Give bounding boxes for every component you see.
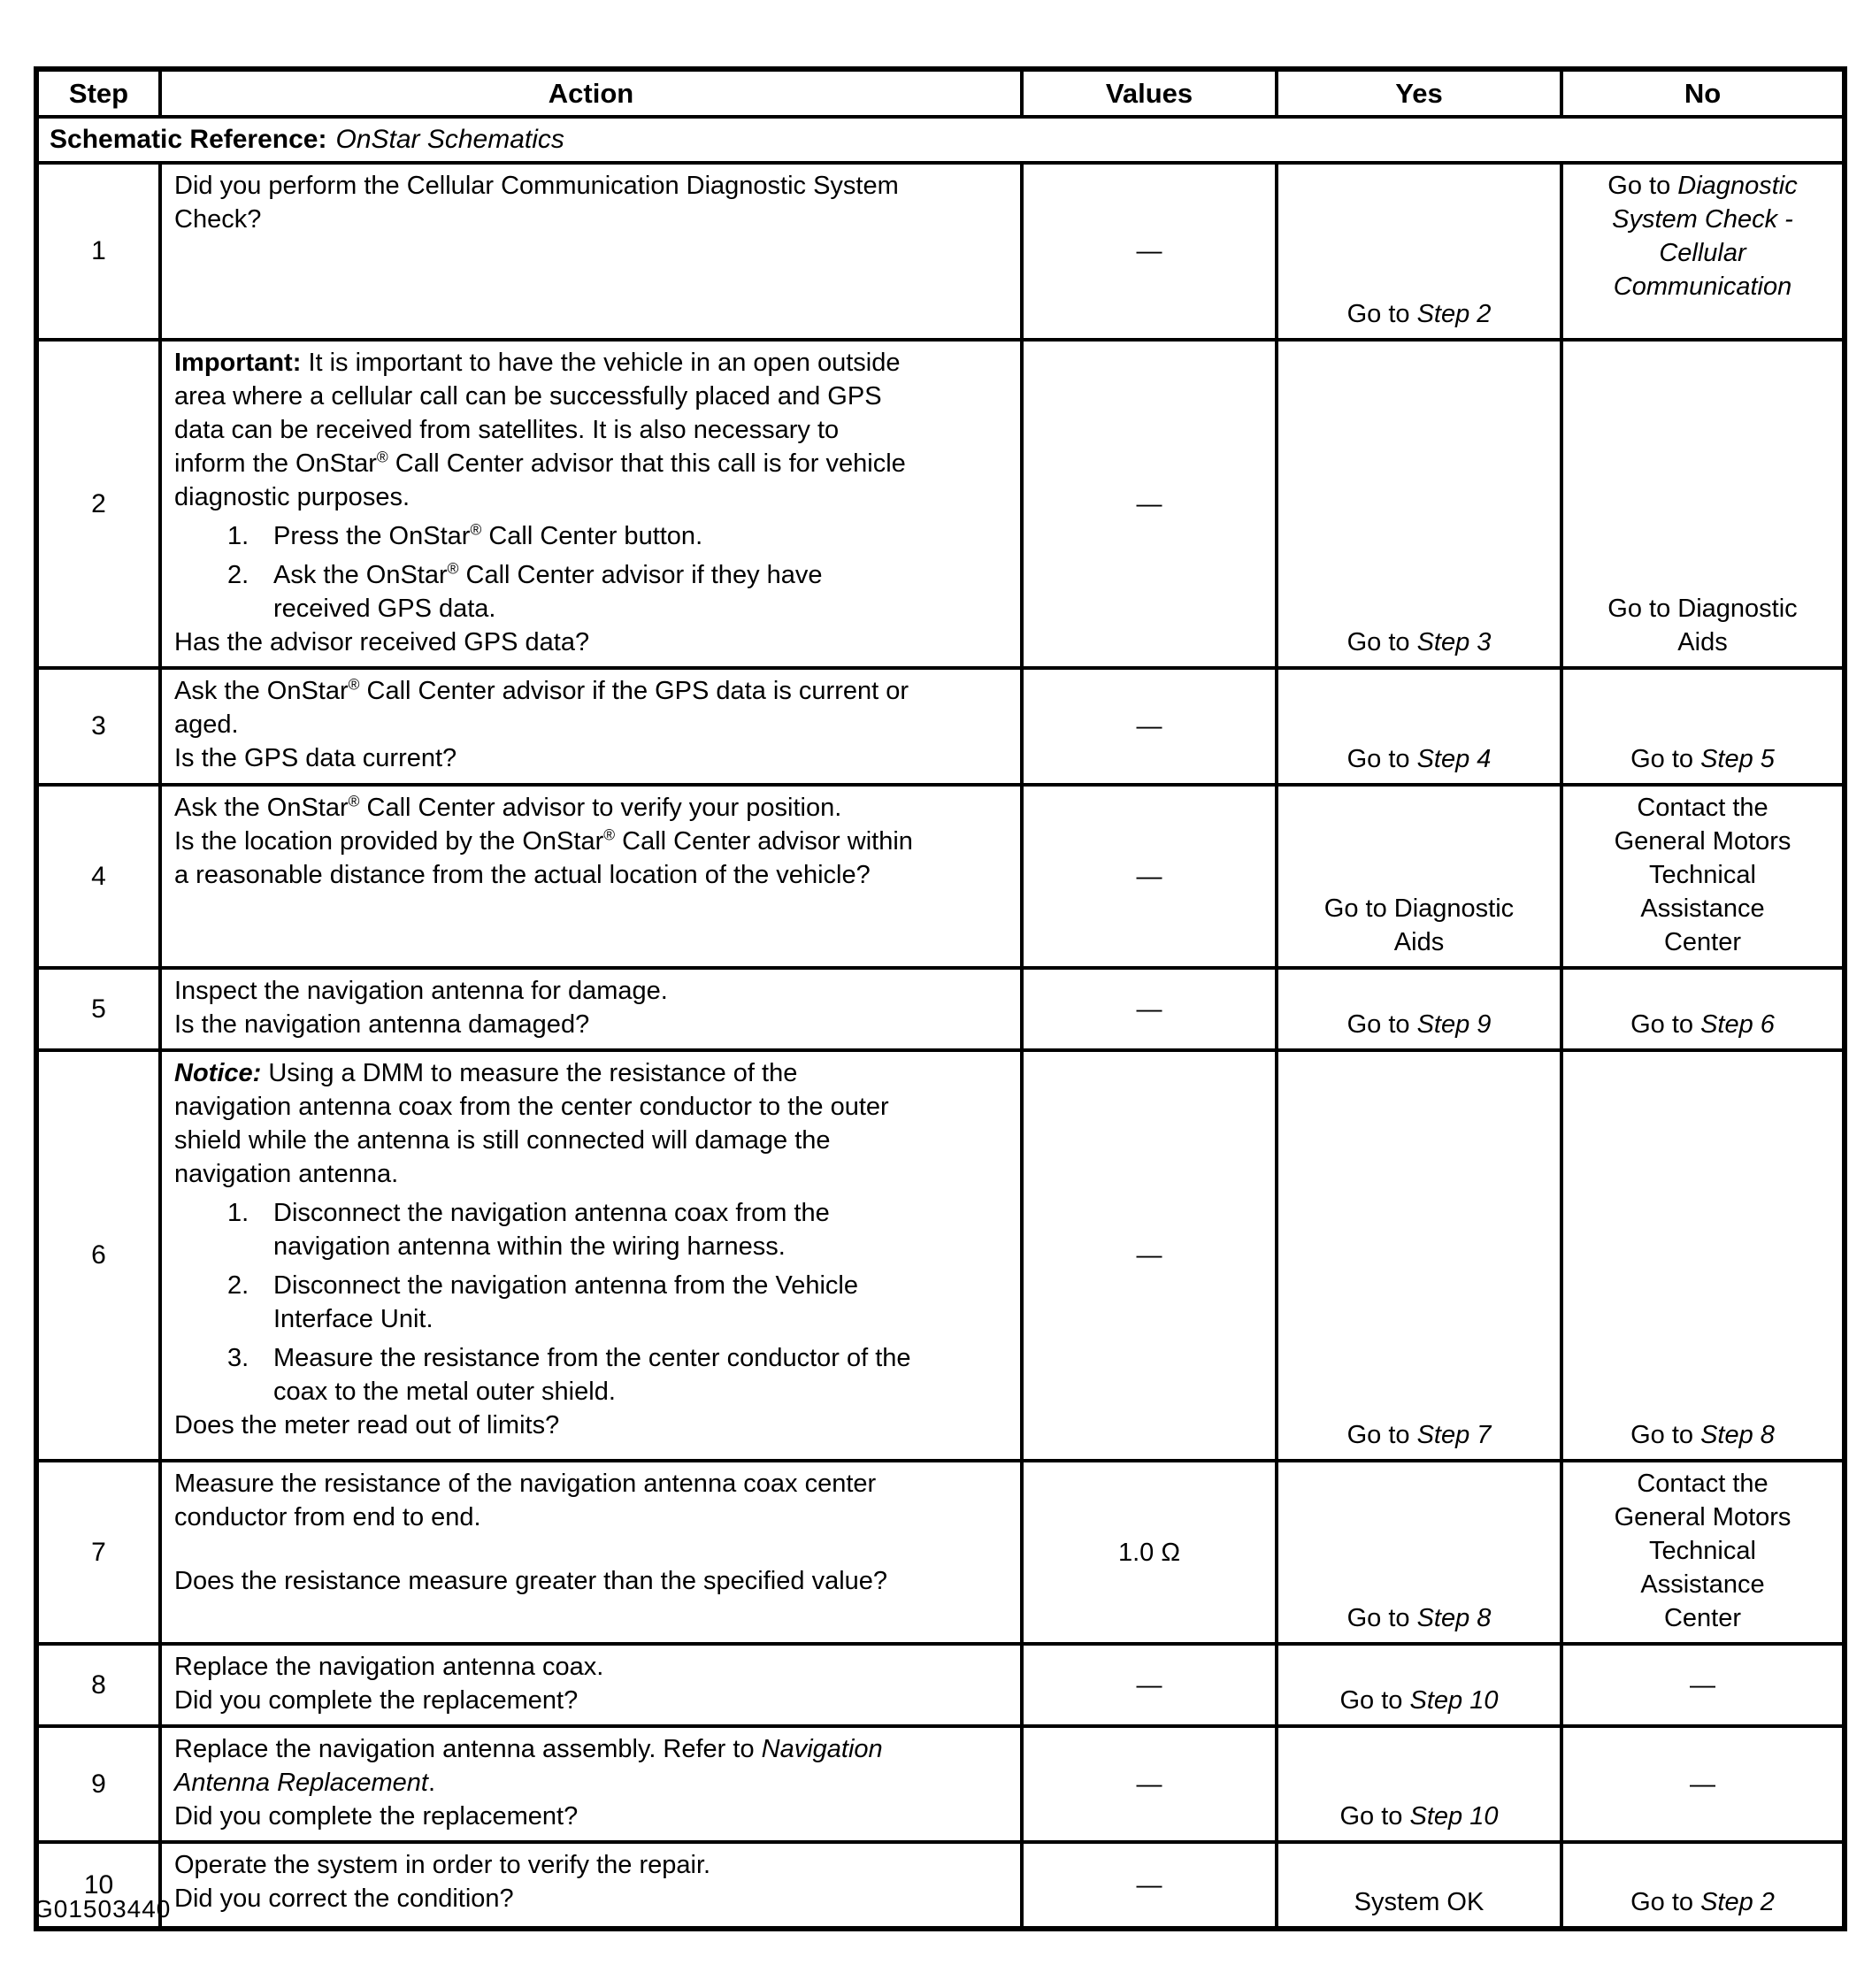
step-cell: 1: [36, 163, 160, 340]
yes-cell: Go to Step 10: [1277, 1644, 1561, 1726]
values-cell: —: [1022, 1842, 1277, 1929]
step-cell: 9: [36, 1726, 160, 1842]
column-header-values: Values: [1022, 69, 1277, 117]
step-cell: 5: [36, 968, 160, 1050]
action-cell: [160, 340, 1022, 668]
column-header-step: Step: [36, 69, 160, 117]
values-cell: —: [1022, 968, 1277, 1050]
action-cell: [160, 1726, 1022, 1842]
values-cell: —: [1022, 668, 1277, 785]
action-cell: [160, 668, 1022, 785]
action-paragraph: Important: It is important to have the vehicle in an open outside area where a cellular call can be successfully placed and GPS data can be received from satellites. It is also necessary to inform the OnStar® Call Center advisor that this call is for vehicle diagnostic purposes.: [174, 349, 906, 511]
values-cell: —: [1022, 340, 1277, 668]
action-cell: [160, 1050, 1022, 1461]
action-paragraph: Inspect the navigation antenna for damage.: [174, 977, 668, 1005]
schematic-reference-cell: [36, 117, 1845, 163]
action-paragraph: Does the resistance measure greater than the specified value?: [174, 1567, 888, 1595]
diagnostic-table: [34, 66, 1847, 1931]
action-cell: [160, 163, 1022, 340]
table-row: [36, 1461, 1845, 1644]
yes-cell: System OK: [1277, 1842, 1561, 1929]
action-paragraph: Replace the navigation antenna assembly. Refer to Navigation Antenna Replacement.: [174, 1735, 883, 1797]
step-cell: 10: [36, 1842, 160, 1929]
values-cell: 1.0 Ω: [1022, 1461, 1277, 1644]
list-number: 2.: [227, 1271, 249, 1300]
no-cell: Go to Diagnostic System Check - Cellular Communication: [1561, 163, 1845, 340]
action-list-item: 1. Disconnect the navigation antenna coax from the navigation antenna within the wiring harness.: [174, 1196, 916, 1263]
action-paragraph: Replace the navigation antenna coax.: [174, 1653, 604, 1681]
schematic-reference-value: OnStar Schematics: [335, 125, 564, 154]
action-paragraph: Measure the resistance of the navigation antenna coax center conductor from end to end.: [174, 1470, 877, 1531]
table-row: [36, 340, 1845, 668]
figure-id: G01503440: [34, 1895, 172, 1923]
action-list-item: 3. Measure the resistance from the center conductor of the coax to the metal outer shield.: [174, 1341, 916, 1408]
list-number: 2.: [227, 561, 249, 589]
action-paragraph: Is the navigation antenna damaged?: [174, 1010, 590, 1039]
step-cell: 7: [36, 1461, 160, 1644]
values-cell: —: [1022, 1644, 1277, 1726]
step-cell: 2: [36, 340, 160, 668]
yes-cell: Go to Step 2: [1277, 163, 1561, 340]
action-cell: [160, 1644, 1022, 1726]
table-row: [36, 1050, 1845, 1461]
yes-cell: Go to Step 3: [1277, 340, 1561, 668]
no-cell: Go to Step 6: [1561, 968, 1845, 1050]
no-cell: —: [1561, 1726, 1845, 1842]
yes-cell: Go to Step 9: [1277, 968, 1561, 1050]
yes-cell: Go to Step 4: [1277, 668, 1561, 785]
no-cell: Go to Step 2: [1561, 1842, 1845, 1929]
action-list-item: 2. Ask the OnStar® Call Center advisor if they have received GPS data.: [227, 559, 823, 623]
action-paragraph: Is the location provided by the OnStar® Call Center advisor within a reasonable distance from the actual location of the vehicle?: [174, 825, 913, 889]
action-paragraph: Is the GPS data current?: [174, 744, 457, 772]
table-row: [36, 1644, 1845, 1726]
yes-cell: Go to Step 7: [1277, 1050, 1561, 1461]
no-cell: Contact the General Motors Technical Assistance Center: [1561, 1461, 1845, 1644]
values-cell: —: [1022, 1726, 1277, 1842]
column-header-no: No: [1561, 69, 1845, 117]
step-cell: 8: [36, 1644, 160, 1726]
table-row: [36, 668, 1845, 785]
action-paragraph: Ask the OnStar® Call Center advisor if the GPS data is current or aged.: [174, 675, 909, 739]
action-paragraph: Notice: Using a DMM to measure the resistance of the navigation antenna coax from the center conductor to the outer shield while the antenna is still connected will damage the navigation antenna.: [174, 1059, 889, 1188]
values-cell: —: [1022, 1050, 1277, 1461]
no-cell: Go to Diagnostic Aids: [1561, 340, 1845, 668]
table-row: [36, 1842, 1845, 1929]
table-row: [36, 968, 1845, 1050]
action-paragraph: Ask the OnStar® Call Center advisor to verify your position.: [174, 792, 842, 822]
list-number: 3.: [227, 1344, 249, 1372]
action-paragraph: Operate the system in order to verify the repair.: [174, 1851, 711, 1879]
table-row: [36, 1726, 1845, 1842]
action-list-item: 2. Disconnect the navigation antenna from the Vehicle Interface Unit.: [174, 1269, 916, 1336]
action-paragraph: Does the meter read out of limits?: [174, 1411, 560, 1439]
step-cell: 6: [36, 1050, 160, 1461]
action-paragraph: Has the advisor received GPS data?: [174, 628, 590, 656]
action-cell: [160, 968, 1022, 1050]
action-list-item: 1. Press the OnStar® Call Center button.: [174, 519, 916, 553]
list-number: 1.: [227, 522, 249, 550]
no-cell: —: [1561, 1644, 1845, 1726]
action-paragraph: Did you complete the replacement?: [174, 1802, 579, 1831]
header-row: [36, 69, 1845, 117]
step-cell: 4: [36, 785, 160, 968]
table-row: [36, 785, 1845, 968]
action-paragraph: Did you perform the Cellular Communication Diagnostic System Check?: [174, 172, 899, 234]
step-cell: 3: [36, 668, 160, 785]
no-cell: Go to Step 5: [1561, 668, 1845, 785]
column-header-yes: Yes: [1277, 69, 1561, 117]
table-row: [36, 163, 1845, 340]
no-cell: Go to Step 8: [1561, 1050, 1845, 1461]
action-cell: [160, 1461, 1022, 1644]
action-cell: [160, 1842, 1022, 1929]
schematic-reference-label: Schematic Reference:: [50, 125, 327, 154]
yes-cell: Go to Step 8: [1277, 1461, 1561, 1644]
yes-cell: Go to Step 10: [1277, 1726, 1561, 1842]
no-cell: Contact the General Motors Technical Assistance Center: [1561, 785, 1845, 968]
schematic-reference-row: [36, 117, 1845, 163]
yes-cell: Go to Diagnostic Aids: [1277, 785, 1561, 968]
values-cell: —: [1022, 163, 1277, 340]
values-cell: —: [1022, 785, 1277, 968]
action-paragraph: Did you correct the condition?: [174, 1884, 514, 1913]
list-number: 1.: [227, 1199, 249, 1227]
column-header-action: Action: [160, 69, 1022, 117]
action-paragraph: Did you complete the replacement?: [174, 1686, 579, 1715]
action-cell: [160, 785, 1022, 968]
